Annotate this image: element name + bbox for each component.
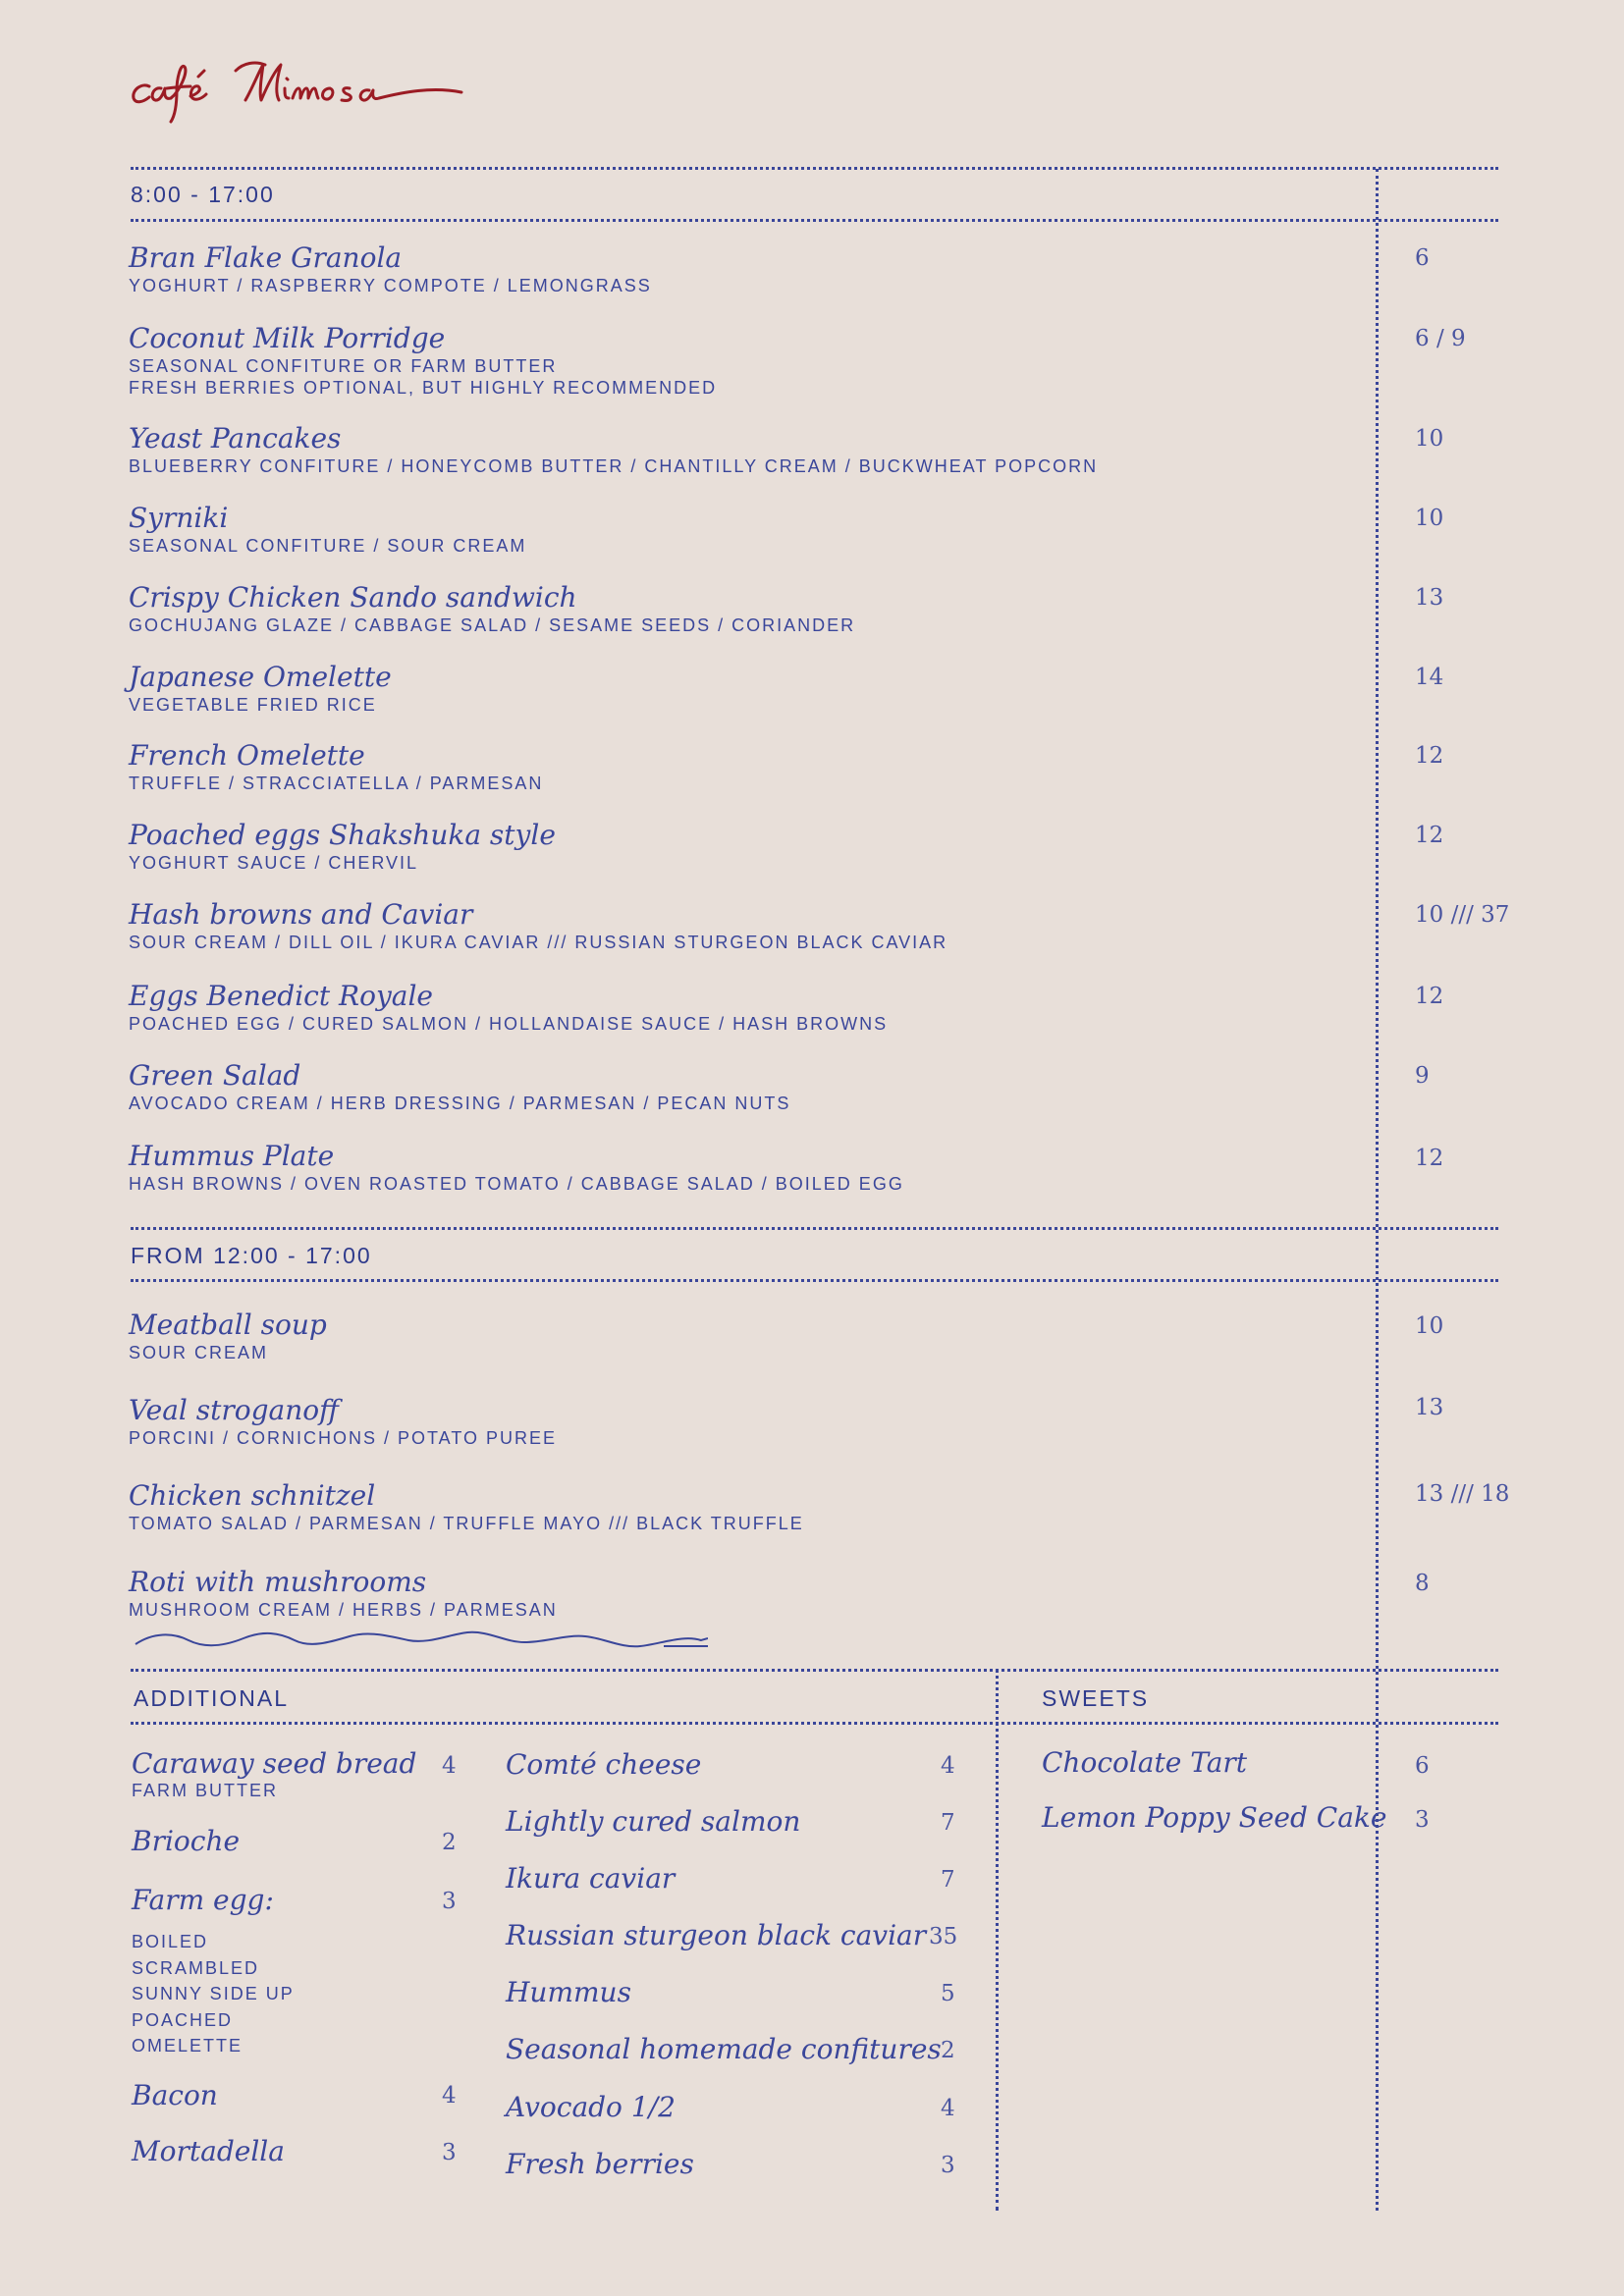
item-price: 7: [941, 1867, 955, 1893]
item-price: 3: [442, 1889, 457, 1914]
item-name: Hash browns and Caviar: [129, 898, 473, 931]
item-name: Comté cheese: [506, 1748, 702, 1781]
item-price: 10: [1415, 506, 1444, 531]
item-price: 3: [1415, 1807, 1430, 1833]
item-price: 13: [1415, 1395, 1444, 1420]
item-price: 10: [1415, 426, 1444, 452]
item-name: Japanese Omelette: [129, 661, 392, 693]
item-name: French Omelette: [129, 739, 365, 772]
item-name: Russian sturgeon black caviar: [506, 1919, 927, 1951]
item-name: Farm egg:: [132, 1884, 274, 1916]
item-name: Brioche: [132, 1825, 241, 1857]
item-name: Mortadella: [132, 2135, 285, 2167]
item-description: SOUR CREAM: [129, 1343, 269, 1362]
additional-item: [132, 2079, 218, 2112]
item-name: Chicken schnitzel: [129, 1479, 376, 1512]
item-description: GOCHUJANG GLAZE / CABBAGE SALAD / SESAME SEEDS / CORIANDER: [129, 615, 856, 635]
item-price: 12: [1415, 743, 1444, 769]
item-price: 12: [1415, 823, 1444, 848]
cafe-mimosa-logo: [128, 49, 471, 128]
item-description: FARM BUTTER: [132, 1781, 279, 1800]
section-rule: [131, 1279, 1498, 1282]
menu-item: [129, 819, 1346, 874]
item-name: Ikura caviar: [506, 1862, 676, 1895]
item-price: 10 /// 37: [1415, 902, 1510, 928]
wave-flourish: [134, 1625, 708, 1654]
item-description: VEGETABLE FRIED RICE: [129, 695, 377, 715]
section-rule: [131, 1722, 1498, 1725]
section-rule: [131, 1669, 1498, 1672]
item-price: 5: [941, 1981, 955, 2006]
additional-item: [132, 1884, 295, 2059]
additional-item: [132, 1747, 416, 1800]
item-name: Chocolate Tart: [1042, 1746, 1248, 1779]
item-price: 2: [941, 2038, 955, 2063]
item-description: SEASONAL CONFITURE / SOUR CREAM: [129, 536, 527, 556]
item-price: 4: [941, 2096, 955, 2121]
additional-item: [506, 2148, 694, 2181]
item-price: 12: [1415, 984, 1444, 1009]
item-description: HASH BROWNS / OVEN ROASTED TOMATO / CABBAGE SALAD / BOILED EGG: [129, 1174, 904, 1194]
item-description: PORCINI / CORNICHONS / POTATO PUREE: [129, 1428, 558, 1448]
item-name: Lemon Poppy Seed Cake: [1042, 1801, 1387, 1834]
item-price: 6: [1415, 245, 1430, 271]
menu-item: [129, 322, 1346, 399]
menu-item: [129, 1140, 1346, 1195]
menu-item: [129, 581, 1346, 636]
egg-option: SUNNY SIDE UP: [132, 1984, 295, 2003]
item-description: BLUEBERRY CONFITURE / HONEYCOMB BUTTER / CHANTILLY CREAM / BUCKWHEAT POPCORN: [129, 456, 1099, 476]
item-price: 4: [442, 1753, 457, 1779]
item-name: Veal stroganoff: [129, 1394, 339, 1426]
item-description: TOMATO SALAD / PARMESAN / TRUFFLE MAYO /// BLACK TRUFFLE: [129, 1514, 804, 1533]
menu-item: [129, 241, 1346, 296]
section-rule: [131, 1227, 1498, 1230]
menu-item: [129, 422, 1346, 477]
menu-item: [129, 502, 1346, 557]
item-name: Hummus: [506, 1976, 631, 2008]
item-name: Coconut Milk Porridge: [129, 322, 446, 354]
additional-item: [506, 1805, 800, 1839]
menu-item: [129, 739, 1346, 794]
additional-item: [132, 1825, 240, 1858]
egg-option: POACHED: [132, 2009, 234, 2030]
section-rule: [131, 219, 1498, 222]
item-name: Fresh berries: [506, 2148, 694, 2180]
item-description: YOGHURT / RASPBERRY COMPOTE / LEMONGRASS: [129, 276, 652, 295]
additional-item: [506, 1976, 631, 2009]
item-name: Eggs Benedict Royale: [129, 980, 433, 1012]
menu-item: [129, 1566, 1346, 1621]
menu-item: [129, 1479, 1346, 1534]
additional-sweets-divider: [996, 1669, 999, 2211]
additional-item: [506, 2091, 676, 2124]
item-name: Crispy Chicken Sando sandwich: [129, 581, 577, 614]
item-name: Syrniki: [129, 502, 229, 534]
breakfast-hours-heading: 8:00 - 17:00: [131, 182, 275, 207]
item-price: 10: [1415, 1313, 1444, 1339]
logo-script-graphic: [128, 49, 471, 128]
item-description: SOUR CREAM / DILL OIL / IKURA CAVIAR /// RUSSIAN STURGEON BLACK CAVIAR: [129, 933, 948, 952]
item-description: TRUFFLE / STRACCIATELLA / PARMESAN: [129, 774, 544, 793]
menu-item: [129, 1059, 1346, 1114]
menu-item: [129, 980, 1346, 1035]
menu-item: [129, 661, 1346, 716]
egg-option: OMELETTE: [132, 2036, 244, 2056]
item-price: 6 / 9: [1415, 326, 1466, 351]
lunch-hours-heading: FROM 12:00 - 17:00: [131, 1243, 372, 1268]
item-price: 3: [941, 2153, 955, 2178]
item-price: 4: [442, 2083, 457, 2109]
item-price: 13 /// 18: [1415, 1481, 1510, 1507]
additional-item: [506, 1862, 675, 1896]
item-price: 4: [941, 1753, 955, 1779]
menu-item: [129, 898, 1346, 953]
egg-option: BOILED: [132, 1932, 209, 1951]
item-price: 35: [929, 1924, 958, 1949]
item-price: 6: [1415, 1753, 1430, 1779]
item-description: YOGHURT SAUCE / CHERVIL: [129, 853, 419, 873]
item-name: Meatball soup: [129, 1308, 327, 1341]
item-price: 12: [1415, 1146, 1444, 1171]
section-rule: [131, 167, 1498, 170]
item-description: FRESH BERRIES OPTIONAL, BUT HIGHLY RECOMMENDED: [129, 378, 718, 398]
item-name: Bran Flake Granola: [129, 241, 403, 274]
additional-item: [506, 2033, 942, 2066]
sweets-item: [1042, 1746, 1247, 1780]
menu-item: [129, 1394, 1346, 1449]
item-description: SEASONAL CONFITURE OR FARM BUTTER: [129, 356, 558, 376]
item-name: Yeast Pancakes: [129, 422, 342, 454]
sweets-item: [1042, 1801, 1386, 1835]
item-name: Lightly cured salmon: [506, 1805, 801, 1838]
item-name: Hummus Plate: [129, 1140, 335, 1172]
item-name: Seasonal homemade confitures: [506, 2033, 942, 2065]
item-price: 9: [1415, 1063, 1430, 1089]
item-name: Poached eggs Shakshuka style: [129, 819, 556, 851]
item-name: Bacon: [132, 2079, 218, 2111]
item-name: Green Salad: [129, 1059, 301, 1092]
item-price: 3: [442, 2140, 457, 2165]
item-price: 13: [1415, 585, 1444, 611]
additional-item: [132, 2135, 285, 2168]
item-name: Caraway seed bread: [132, 1747, 417, 1780]
egg-option: SCRAMBLED: [132, 1957, 260, 1978]
price-column-divider: [1376, 169, 1379, 2211]
item-description: AVOCADO CREAM / HERB DRESSING / PARMESAN / PECAN NUTS: [129, 1094, 791, 1113]
sweets-heading: SWEETS: [1042, 1685, 1150, 1711]
item-price: 14: [1415, 665, 1444, 690]
item-price: 8: [1415, 1571, 1430, 1596]
item-description: MUSHROOM CREAM / HERBS / PARMESAN: [129, 1600, 558, 1620]
additional-item: [506, 1919, 926, 1952]
item-price: 7: [941, 1810, 955, 1836]
item-name: Roti with mushrooms: [129, 1566, 427, 1598]
item-description: POACHED EGG / CURED SALMON / HOLLANDAISE SAUCE / HASH BROWNS: [129, 1014, 889, 1034]
additional-heading: ADDITIONAL: [134, 1685, 290, 1711]
item-price: 2: [442, 1830, 457, 1855]
additional-item: [506, 1748, 701, 1782]
item-name: Avocado 1/2: [506, 2091, 676, 2123]
menu-item: [129, 1308, 1346, 1363]
